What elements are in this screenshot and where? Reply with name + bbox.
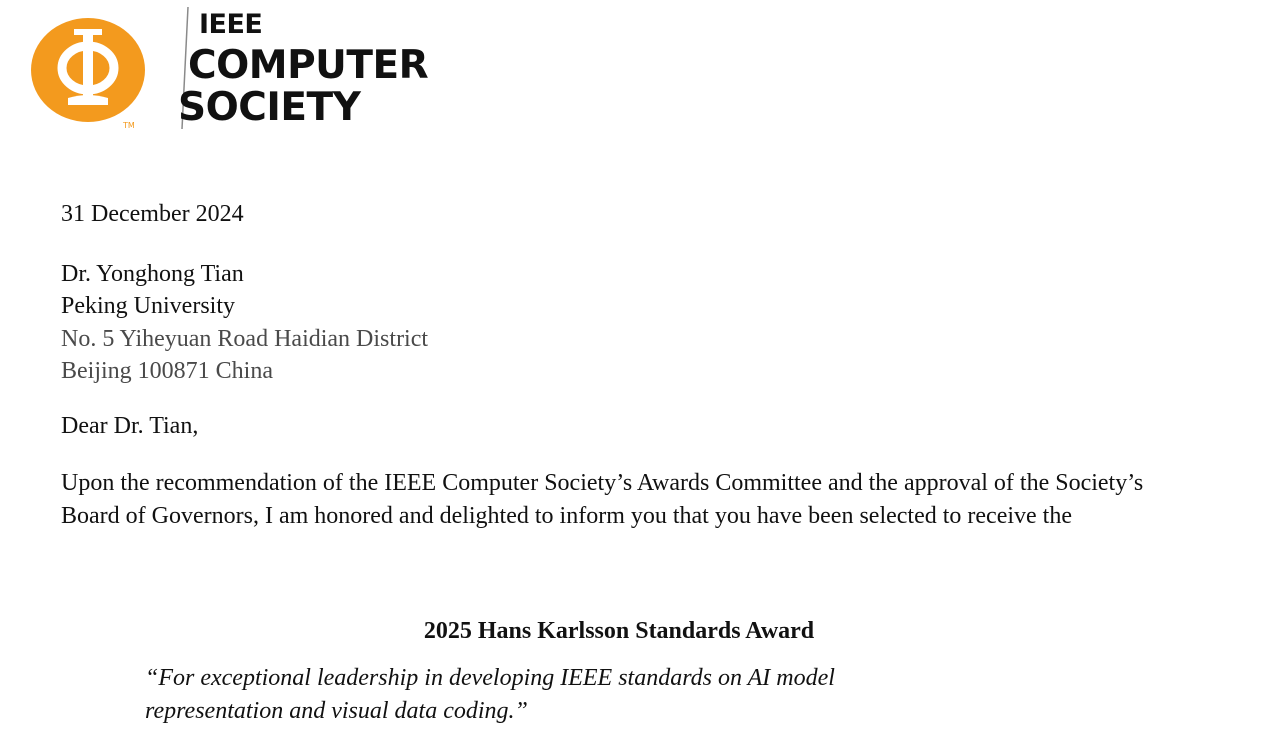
logo-line-ieee: IEEE	[199, 9, 263, 40]
letter-date: 31 December 2024	[61, 201, 244, 227]
logo-line-society: SOCIETY	[178, 85, 361, 130]
ieee-phi-emblem-icon	[30, 12, 152, 130]
body-paragraph: Upon the recommendation of the IEEE Computer Society’s Awards Committee and the approval of the Society’s Board of Governors, I am honored and delighted to inform you that you have been selected to receive the	[61, 470, 1144, 529]
citation-line: “For exceptional leadership in developing IEEE standards on AI model	[145, 665, 835, 691]
recipient-city: Beijing 100871 China	[61, 358, 273, 384]
award-citation	[145, 662, 1045, 727]
logo-line-computer: COMPUTER	[188, 43, 429, 88]
salutation: Dear Dr. Tian,	[61, 412, 199, 439]
recipient-street: No. 5 Yiheyuan Road Haidian District	[61, 325, 429, 352]
award-title: 2025 Hans Karlsson Standards Award	[423, 618, 815, 644]
trademark-label: TM	[123, 121, 135, 130]
ieee-computer-society-logo	[30, 6, 450, 130]
recipient-address	[61, 258, 1241, 388]
recipient-organization: Peking University	[61, 293, 235, 319]
citation-line: representation and visual data coding.”	[145, 697, 528, 724]
letter-body	[61, 198, 1241, 532]
recipient-name: Dr. Yonghong Tian	[61, 260, 244, 287]
